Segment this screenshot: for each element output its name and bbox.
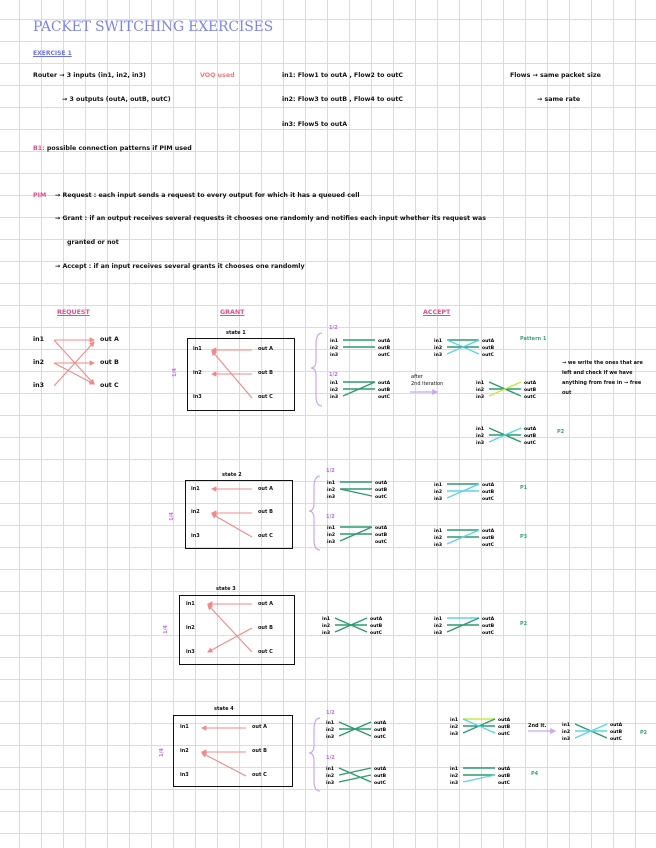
s2-outA: out A	[258, 486, 273, 492]
g4-a-out-label: outA	[374, 721, 387, 726]
g4-b	[326, 766, 387, 786]
g3-a-out-label: outB	[370, 624, 383, 629]
router-line-1: Router → 3 inputs (in1, in2, in3)	[33, 72, 146, 79]
req-outA: out A	[100, 336, 119, 343]
g4-a-in-label: in2	[326, 728, 335, 733]
a3-in-label: in3	[434, 631, 443, 636]
a1-in-label: in1	[434, 339, 443, 344]
flow-in3: in3: Flow5 to outA	[282, 121, 348, 128]
g1-a-out-label: outB	[378, 346, 391, 351]
page-title: PACKET SWITCHING EXERCISES	[33, 19, 273, 35]
pim-accept: → Accept : if an input receives several grants it chooses one randomly	[55, 263, 305, 270]
req-in3: in3	[33, 382, 45, 389]
half-1b: 1/2	[329, 372, 338, 378]
g2-a-in-label: in3	[327, 495, 336, 500]
a4-a-out-label: outB	[498, 725, 511, 730]
a4-c-in-label: in3	[562, 737, 571, 742]
half-4a: 1/2	[326, 710, 335, 716]
s1-outB: out B	[258, 370, 273, 376]
req-in1: in1	[33, 336, 45, 343]
g1-b-in-label: in3	[330, 395, 339, 400]
pattern-p1-b: P1	[520, 485, 528, 491]
req-in2: in2	[33, 359, 45, 366]
s4-outA: out A	[252, 724, 267, 730]
state-1-label: state 1	[226, 330, 246, 336]
a4-b-in-label: in3	[450, 781, 459, 786]
a4-b-in-label: in1	[450, 767, 459, 772]
a1-in-label: in2	[434, 346, 443, 351]
a2-a-in-label: in2	[434, 490, 443, 495]
g2-b-out-label: outA	[375, 526, 388, 531]
router-line-2: → 3 outputs (outA, outB, outC)	[62, 96, 171, 103]
a4-a-in-label: in3	[450, 732, 459, 737]
a4-a-out-label: outC	[498, 732, 510, 737]
s1-outA: out A	[258, 346, 273, 352]
g1-b-in-label: in1	[330, 381, 339, 386]
s4-outC: out C	[252, 772, 267, 778]
g1-b-in-label: in2	[330, 388, 339, 393]
a2-b-in-label: in1	[434, 529, 443, 534]
req-outB: out B	[100, 359, 119, 366]
second-iter-short: 2nd it.	[528, 723, 547, 729]
g1-b	[330, 380, 391, 400]
voq-note: VOQ used	[200, 72, 235, 79]
s2-quarter: 1/4	[168, 512, 175, 521]
iteration-label: 2nd iteration	[411, 381, 444, 387]
a3-in-label: in1	[434, 617, 443, 622]
state-2-label: state 2	[222, 472, 242, 478]
g2-a-link	[340, 489, 372, 496]
s3-in1: in1	[186, 601, 195, 607]
pattern-p2-c: P2	[640, 730, 648, 736]
s2-in3: in3	[191, 533, 200, 539]
accept-header: ACCEPT	[423, 309, 451, 316]
a3-out-label: outB	[482, 624, 495, 629]
after-label: after	[411, 374, 423, 380]
question-text: possible connection patterns if PIM used	[46, 145, 192, 152]
g3-a-out-label: outA	[370, 617, 383, 622]
a2-a	[434, 482, 495, 502]
a4-a-out-label: outA	[498, 718, 511, 723]
g4-a-in-label: in1	[326, 721, 335, 726]
s4-in3: in3	[180, 772, 189, 778]
g2-b-out-label: outC	[375, 540, 387, 545]
a1-c-in-label: in2	[476, 434, 485, 439]
a4-b-out-label: outC	[498, 781, 510, 786]
exercise-heading: EXERCISE 1	[33, 50, 72, 57]
s4-in1: in1	[180, 724, 189, 730]
a3-out-label: outA	[482, 617, 495, 622]
s2-outC: out C	[258, 533, 273, 539]
a2-b-in-label: in2	[434, 536, 443, 541]
g3-a-out-label: outC	[370, 631, 382, 636]
s4-outB: out B	[252, 748, 267, 754]
a1-b-out-label: outB	[524, 388, 537, 393]
a4-c-out-label: outB	[610, 730, 623, 735]
g2-b-in-label: in3	[327, 540, 336, 545]
a2-a-out-label: outB	[482, 490, 495, 495]
a4-b-out-label: outB	[498, 774, 511, 779]
s2-outB: out B	[258, 509, 273, 515]
a4-c-in-label: in1	[562, 723, 571, 728]
pattern-p4: P4	[531, 771, 539, 777]
a4-b-link	[463, 775, 495, 782]
a2-a-out-label: outA	[482, 483, 495, 488]
pim-grant: → Grant : if an output receives several requests it chooses one randomly and notifies each input whether its request was	[55, 215, 487, 222]
s1-outC: out C	[258, 394, 273, 400]
g1-a-out-label: outA	[378, 339, 391, 344]
g2-b-out-label: outB	[375, 533, 388, 538]
g4-b-out-label: outB	[374, 774, 387, 779]
half-2a: 1/2	[326, 468, 335, 474]
g2-b-in-label: in2	[327, 533, 336, 538]
s1-quarter: 1/4	[171, 368, 178, 377]
half-4b: 1/2	[326, 755, 335, 761]
a4-c-out-label: outA	[610, 723, 623, 728]
a2-b	[434, 528, 495, 548]
a1	[434, 338, 495, 358]
g4-b-in-label: in3	[326, 781, 335, 786]
g2-a-out-label: outC	[375, 495, 387, 500]
flows-note-2: → same rate	[537, 96, 581, 103]
pim-grant-2: granted or not	[67, 239, 119, 246]
a2-b-in-label: in3	[434, 543, 443, 548]
a4-c-out-label: outC	[610, 737, 622, 742]
g4-a	[326, 720, 387, 740]
a1-in-label: in3	[434, 353, 443, 358]
pattern-p3: P3	[520, 534, 528, 540]
a1-out-label: outB	[482, 346, 495, 351]
question-label: B1:	[33, 145, 45, 152]
g4-b-in-label: in2	[326, 774, 335, 779]
state-3-label: state 3	[216, 586, 236, 592]
s1-in3: in3	[193, 394, 202, 400]
flow-in1: in1: Flow1 to outA , Flow2 to outC	[282, 72, 404, 79]
a3	[434, 616, 495, 636]
half-1a: 1/2	[329, 325, 338, 331]
a1-c-out-label: outC	[524, 441, 536, 446]
a2-a-out-label: outC	[482, 497, 494, 502]
a1-c-in-label: in3	[476, 441, 485, 446]
a1-out-label: outA	[482, 339, 495, 344]
a2-a-in-label: in3	[434, 497, 443, 502]
a1-c-out-label: outA	[524, 427, 537, 432]
g4-a-in-label: in3	[326, 735, 335, 740]
state-4-label: state 4	[214, 706, 234, 712]
a1-c-out-label: outB	[524, 434, 537, 439]
flow-in2: in2: Flow3 to outB , Flow4 to outC	[282, 96, 403, 103]
g2-a-in-label: in1	[327, 481, 336, 486]
flows-note-1: Flows → same packet size	[510, 72, 601, 79]
a3-in-label: in2	[434, 624, 443, 629]
s3-outA: out A	[258, 601, 273, 607]
a4-b-in-label: in2	[450, 774, 459, 779]
a2-b-out-label: outA	[482, 529, 495, 534]
g2-a	[327, 480, 388, 500]
g2-a-out-label: outA	[375, 481, 388, 486]
g4-b-link	[339, 768, 371, 782]
g3-a-in-label: in2	[322, 624, 331, 629]
req-outC: out C	[100, 382, 119, 389]
a1-b-out-label: outA	[524, 381, 537, 386]
g4-a-out-label: outB	[374, 728, 387, 733]
g1-b-out-label: outC	[378, 395, 390, 400]
s3-outC: out C	[258, 649, 273, 655]
g4-b-link	[339, 775, 371, 782]
g2-a-out-label: outB	[375, 488, 388, 493]
g4-b-link	[339, 768, 371, 775]
s3-in2: in2	[186, 625, 195, 631]
g2-a-in-label: in2	[327, 488, 336, 493]
a1-b-in-label: in1	[476, 381, 485, 386]
a1-c	[476, 426, 537, 446]
g2-b	[327, 525, 388, 545]
a1-out-label: outC	[482, 353, 494, 358]
g3-a-in-label: in1	[322, 617, 331, 622]
g4-a-out-label: outC	[374, 735, 386, 740]
grant-header: GRANT	[220, 309, 245, 316]
pattern-1-label: Pattern 1	[520, 336, 547, 342]
s4-quarter: 1/4	[158, 748, 165, 757]
a1-b-in-label: in2	[476, 388, 485, 393]
a2-a-in-label: in1	[434, 483, 443, 488]
g1-b-out-label: outB	[378, 388, 391, 393]
pim-request: → Request : each input sends a request to every output for which it has a queued cell	[55, 192, 360, 199]
a1-b-out-label: outC	[524, 395, 536, 400]
pattern-p2-b: P2	[520, 621, 528, 627]
pim-label: PIM	[33, 192, 47, 199]
request-header: REQUEST	[57, 309, 90, 316]
a4-a-in-label: in1	[450, 718, 459, 723]
g1-a-in-label: in2	[330, 346, 339, 351]
g1-b-out-label: outA	[378, 381, 391, 386]
request-arrows	[54, 340, 94, 386]
g1-a	[330, 338, 391, 358]
a4-a	[450, 717, 511, 737]
s2-in1: in1	[191, 486, 200, 492]
g4-b-out-label: outC	[374, 781, 386, 786]
g1-a-out-label: outC	[378, 353, 390, 358]
a1-b	[476, 380, 537, 400]
pattern-p2-a: P2	[557, 429, 565, 435]
s4-in2: in2	[180, 748, 189, 754]
s3-in3: in3	[186, 649, 195, 655]
a4-c-in-label: in2	[562, 730, 571, 735]
s1-in1: in1	[193, 346, 202, 352]
a4-b	[450, 766, 511, 786]
g4-b-in-label: in1	[326, 767, 335, 772]
a2-b-out-label: outC	[482, 543, 494, 548]
s3-quarter: 1/4	[162, 625, 169, 634]
g2-b-in-label: in1	[327, 526, 336, 531]
free-in-out-note: → we write the ones that are left and check if we have anything from free in → free out	[562, 360, 643, 396]
a2-b-out-label: outB	[482, 536, 495, 541]
s3-outB: out B	[258, 625, 273, 631]
g1-a-in-label: in3	[330, 353, 339, 358]
s1-in2: in2	[193, 370, 202, 376]
g4-b-out-label: outA	[374, 767, 387, 772]
g1-a-in-label: in1	[330, 339, 339, 344]
a1-b-in-label: in3	[476, 395, 485, 400]
a3-out-label: outC	[482, 631, 494, 636]
a1-c-in-label: in1	[476, 427, 485, 432]
s2-in2: in2	[191, 509, 200, 515]
g3-a-in-label: in3	[322, 631, 331, 636]
a4-b-out-label: outA	[498, 767, 511, 772]
a4-a-in-label: in2	[450, 725, 459, 730]
g3-a	[322, 616, 383, 636]
a4-c	[562, 722, 623, 742]
half-2b: 1/2	[326, 514, 335, 520]
